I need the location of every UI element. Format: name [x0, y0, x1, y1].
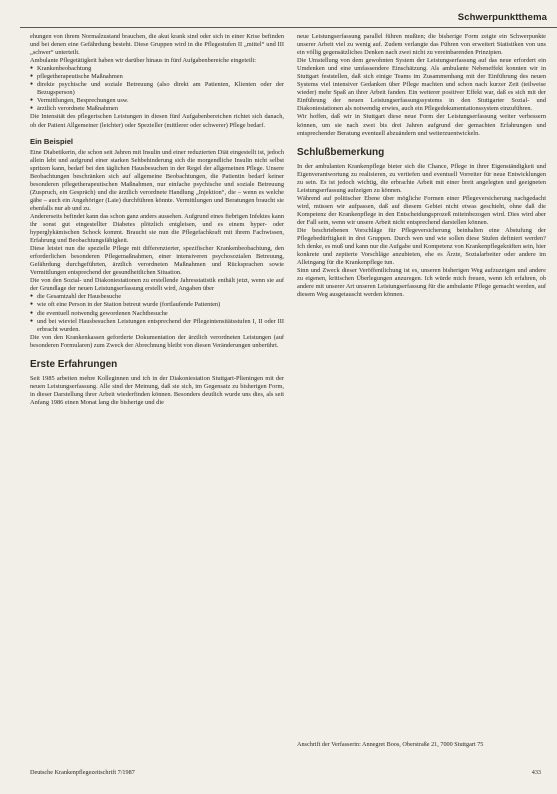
paragraph: Seit 1985 arbeiten mehre Kolleginnen und ich in der Diakoniestation Stuttgart-Plieningen mit der neuen Leistungserfassung. Alle sind der Meinung, daß sie sich, im Gegensatz zu bisherigen Form, in dieser Darstellung ihrer Arbeit wiederfinden können. Besonders deutlich wurde uns dies, als seit Anfang 1986 einen Monat lang die bisherige und die — [30, 374, 284, 406]
list-item: ● die Gesamtzahl der Hausbesuche — [30, 293, 284, 301]
left-column — [30, 33, 284, 407]
paragraph: Andererseits befindet kann das schon ganz anders aussehen. Aufgrund eines fiebrigen Infektes kann ihr sonst gut eingestellter Diabetes plötzlich entgleisen, und es einem hyper- oder hyperglykämischen Schock kommt. Braucht sie nun die Pflegefachkraft mit ihrem Fachwissen, Erfahrung und Beobachtungsfähigkeit. — [30, 212, 284, 245]
list-item: ● ärztlich verordnete Maßnahmen — [30, 105, 284, 113]
section-heading-experience: Erste Erfahrungen — [30, 358, 118, 370]
author-address: Anschrift der Verfasserin: Annegret Boos, Oberstraße 21, 7000 Stuttgart 75 — [297, 741, 484, 748]
section-heading-final: Schlußbemerkung — [297, 146, 385, 158]
intro-paragraph: ehungen von ihrem Normalzustand brauchen, die akut krank sind oder sich in einer Krise befinden und bei denen eine Gefährdung besteht. Diese Gruppen wird in die Pflegestufen II „mittel“ und III „schwer“ unterteilt. — [30, 33, 284, 57]
paragraph: Wir hoffen, daß wir in Stuttgart diese neue Form der Leistungserfassung weiter verbessern können, um sie nach zwei bis drei Jahren aufgrund der gemachten Erfahrungen und entsprechender Beratung eventuell abzuändern und weiterzuentwickeln. — [297, 113, 546, 137]
paragraph: Eine Diabetikerin, die schon seit Jahren mit Insulin und einer reduzierten Diät eingestellt ist, jedoch allein lebt und aufgrund einer starken Sehbehinderung sich die morgendliche Insulin nicht selbst spritzen kann, bedarf bei den täglichen Hausbesuchen in der Regel der allgemeinen Pflege. Unsere Beobachtungen beschränken sich auf allgemeine Beobachtungen, die Patientin bedarf keiner besonderen pflegetherapeutischen Maßnahmen, nur einfache psychische und soziale Betreuung (Zuspruch, ein Gespräch) und die ärztlich verordnete Handlung „Injektion“, die – wenn es welche gäbe – auch ein Angehöriger (Laie) durchführen könnte. Vermittlungen und Beratungen braucht sie ebenfalls nur ab und zu. — [30, 148, 284, 212]
running-head: Schwerpunktthema — [457, 12, 547, 23]
paragraph: Ambulante Pflegetätigkeit haben wir darüber hinaus in fünf Aufgabenbereiche eingeteilt: — [30, 57, 257, 65]
journal-footer: Deutsche Krankenpflegezeitschrift 7/1987 — [30, 769, 135, 776]
paragraph: Während auf politischer Ebene über mögliche Formen einer Pflegeversicherung nachgedacht wird, müssen wir aufpassen, daß auf diesem Gebiet nicht etwas geschieht, ohne daß die Kompetenz der Krankenpflege in den Entscheidungsprozeß miteinbezogen wird. Dies wird aber der Fall sein, wenn wir unsere Arbeit nicht entsprechend darstellen können. — [297, 194, 546, 226]
section-heading-example: Ein Beispiel — [30, 136, 74, 146]
statistics-list — [30, 293, 284, 333]
paragraph: Die von den Sozial- und Diakoniestationen zu erstellende Jahresstatistik enthält jetzt, wenn sie auf der Grundlage der neuen Leistungserfassung erstellt wird, Angaben über — [30, 277, 284, 293]
list-item: ● Krankenbeobachtung — [30, 65, 284, 73]
right-column — [297, 33, 546, 299]
list-item: ● pflegetherapeutische Maßnahmen — [30, 73, 284, 81]
list-item: ● die eventuell notwendig gewordenen Nachtbesuche — [30, 310, 284, 318]
list-item: ● wie oft eine Person in der Station betreut wurde (fortlaufende Patienten) — [30, 301, 284, 309]
list-item: ● Vermittlungen, Besprechungen usw. — [30, 97, 284, 105]
paragraph: Diese leistet nun die spezielle Pflege mit differenzierter, spezifischer Krankenbeobachtung, den erforderlichen besonderen Pflegemaßnahmen, einer intensiveren psychosozialen Betreuung, Gefährdung durchgeführten, ärztlich verordneten Maßnahmen und Rücksprachen sowie Vermittlungen entsprechend der gesundheitlichen Situation. — [30, 245, 284, 277]
paragraph: Die beschriebenen Vorschläge für Pflegeversicherung beinhalten eine Abstufung der Pflegebedürftigkeit in drei Gruppen. Durch wen und wie sollen diese Stufen definiert werden? Ich denke, es muß und kann nur die Aufgabe und Kompetenz von Krankenpflegekräften sein, hier konkrete und zeptierte Vorschläge anzubieten, ehe es Ärzte, Sozialarbeiter oder andere im Alleingang für die Krankenpflege tun. — [297, 226, 546, 267]
list-item: ● und bei wieviel Hausbesuchen Leistungen entsprechend der Pflegeintensitätsstufen I, II oder III erbracht wurden. — [30, 318, 284, 334]
paragraph: Die Intensität des pflegerischen Leistungen in diesen fünf Aufgabenbereichen richtet sich danach, ob der Patient Allgemeiner (leichter) oder Spezieller (mittlerer oder schwerer) Pflege bedarf. — [30, 113, 284, 129]
header-rule — [20, 27, 557, 28]
paragraph: Die Umstellung von dem gewohnten System der Leistungserfassung auf das neue erfordert ein Umdenken und eine umfassendere Einschätzung. Als ambulante Nebeneffekt konnten wir in Stuttgart feststellen, daß sich einige Teams im Zusammenhang mit der Einführung des neuen Systems viel intensiver Gedanken über Pflege machten und schon nach kurzer Zeit (teilweise wieder) mehr Spaß an ihrer Arbeit fanden. Ein weiterer positiver Effekt war, daß es sich mit der Einführung der neuen Leistungserfassungssystems in den Stuttgarter Sozial- und Diakoniestationen als notwendig erwies, auch ein Pflegedokumentationssystem einzuführen. — [297, 57, 546, 113]
list-item: ● direkte psychische und soziale Betreuung (also direkt am Patienten, Klienten oder der Bezugsperson) — [30, 81, 284, 97]
page-number: 433 — [531, 769, 541, 776]
paragraph: Die von den Krankenkassen geforderte Dokumentation der ärztlich verordneten Leistungen (auf besonderen Formularen) zum Zweck der Abrechnung bleibt von diesen Veränderungen unberührt. — [30, 333, 284, 349]
paragraph: In der ambulanten Krankenpflege bieter sich die Chance, Pflege in ihrer Eigenständigkeit und Eigenverantwortung zu realisieren, zu vertiefen und eventuell Vorreiter für neue Entwicklungen zu sein. Es ist jedoch wichtig, die erbrachte Arbeit mit einer breit angelegten und geeigneten Leistungserfassung aufzeigen zu können. — [297, 162, 546, 194]
task-list — [30, 65, 284, 113]
paragraph: neue Leistungserfassung parallel führen mußten; die bisherige Form zeigte ein Schwerpunkte unserer Arbeit viel zu wenig auf. Zudem verlangte das Führen von erweitert Statistiken von uns ein völlig gegensätzliches Denken nach zwei nicht zu vereinbarenden Prinzipien. — [297, 33, 546, 57]
paragraph: Sinn und Zweck dieser Veröffentlichung ist es, unseren bisherigen Weg aufzuzeigen und andere zu eigenen, kritischen Überlegungen anzuregen. Ich würde mich freuen, wenn ich erfahren, ob andere mit unserer Art unseren Leistungserfassung für die ambulante Pflege gemacht werden, auf diesem Weg ausgetauscht werden können. — [297, 267, 546, 299]
